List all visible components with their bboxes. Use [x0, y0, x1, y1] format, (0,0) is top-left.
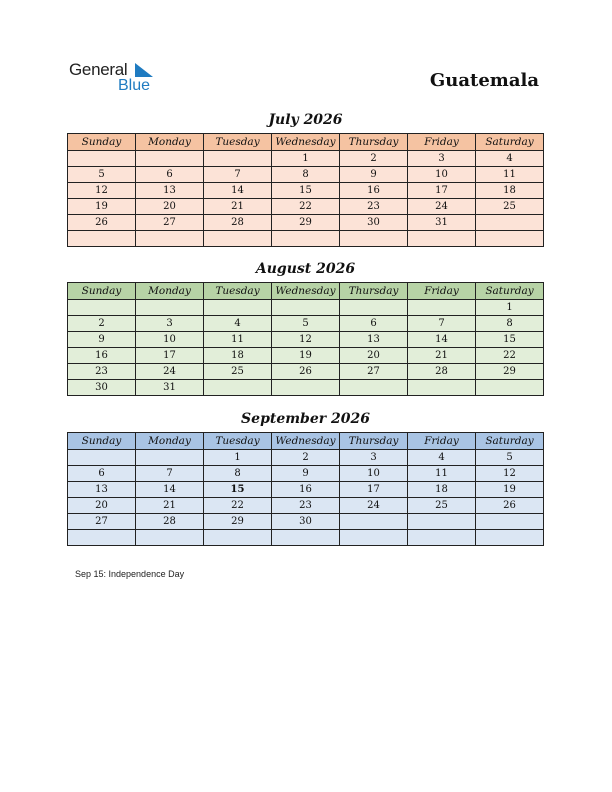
day-cell: 20	[68, 498, 136, 514]
day-cell: 8	[204, 466, 272, 482]
day-cell	[204, 231, 272, 247]
day-cell	[68, 231, 136, 247]
day-cell: 2	[340, 151, 408, 167]
week-row	[68, 215, 544, 231]
day-cell	[136, 231, 204, 247]
day-cell: 22	[272, 199, 340, 215]
weekday-header: Tuesday	[204, 134, 272, 151]
week-row	[68, 482, 544, 498]
day-cell: 28	[408, 364, 476, 380]
day-cell: 2	[272, 450, 340, 466]
day-cell: 18	[408, 482, 476, 498]
day-cell: 12	[476, 466, 544, 482]
day-cell	[272, 300, 340, 316]
weekday-header: Saturday	[476, 134, 544, 151]
week-row	[68, 151, 544, 167]
day-cell	[476, 231, 544, 247]
day-cell: 29	[204, 514, 272, 530]
day-cell: 22	[204, 498, 272, 514]
day-cell: 9	[272, 466, 340, 482]
weekday-header: Thursday	[340, 433, 408, 450]
day-cell	[136, 530, 204, 546]
week-row	[68, 231, 544, 247]
day-cell: 23	[272, 498, 340, 514]
day-cell: 17	[136, 348, 204, 364]
week-row	[68, 332, 544, 348]
day-cell: 26	[476, 498, 544, 514]
day-cell: 16	[272, 482, 340, 498]
day-cell: 29	[272, 215, 340, 231]
week-row	[68, 199, 544, 215]
day-cell: 13	[340, 332, 408, 348]
weekday-header: Saturday	[476, 283, 544, 300]
weekday-header: Friday	[408, 433, 476, 450]
day-cell	[476, 215, 544, 231]
day-cell: 23	[340, 199, 408, 215]
day-cell: 19	[68, 199, 136, 215]
day-cell	[68, 450, 136, 466]
day-cell	[136, 300, 204, 316]
day-cell: 14	[136, 482, 204, 498]
day-cell: 13	[68, 482, 136, 498]
day-cell: 5	[476, 450, 544, 466]
day-cell: 11	[476, 167, 544, 183]
weekday-header: Saturday	[476, 433, 544, 450]
logo-triangle-icon	[135, 63, 153, 77]
day-cell: 12	[68, 183, 136, 199]
day-cell: 4	[204, 316, 272, 332]
day-cell: 29	[476, 364, 544, 380]
weekday-header-row	[68, 433, 544, 450]
day-cell: 5	[272, 316, 340, 332]
day-cell	[408, 530, 476, 546]
day-cell: 14	[204, 183, 272, 199]
weekday-header: Monday	[136, 283, 204, 300]
day-cell: 1	[204, 450, 272, 466]
weekday-header: Wednesday	[272, 283, 340, 300]
day-cell: 23	[68, 364, 136, 380]
day-cell	[408, 514, 476, 530]
month-title: September 2026	[241, 411, 370, 427]
day-cell: 30	[340, 215, 408, 231]
weekday-header: Sunday	[68, 433, 136, 450]
day-cell: 19	[476, 482, 544, 498]
day-cell: 12	[272, 332, 340, 348]
day-cell: 20	[340, 348, 408, 364]
week-row	[68, 466, 544, 482]
logo-word-blue: Blue	[118, 77, 151, 94]
day-cell: 27	[68, 514, 136, 530]
day-cell: 9	[340, 167, 408, 183]
week-row	[68, 300, 544, 316]
day-cell: 21	[408, 348, 476, 364]
day-cell: 20	[136, 199, 204, 215]
day-cell: 30	[272, 514, 340, 530]
day-cell	[68, 300, 136, 316]
day-cell: 19	[272, 348, 340, 364]
day-cell: 6	[136, 167, 204, 183]
day-cell: 10	[340, 466, 408, 482]
day-cell	[204, 380, 272, 396]
day-cell: 27	[136, 215, 204, 231]
day-cell	[340, 380, 408, 396]
day-cell: 13	[136, 183, 204, 199]
month-title: August 2026	[255, 261, 356, 277]
day-cell: 6	[340, 316, 408, 332]
day-cell: 27	[340, 364, 408, 380]
day-cell: 28	[136, 514, 204, 530]
day-cell: 15	[272, 183, 340, 199]
day-cell: 25	[476, 199, 544, 215]
weekday-header: Tuesday	[204, 283, 272, 300]
day-cell: 1	[272, 151, 340, 167]
day-cell	[340, 530, 408, 546]
logo-word-general: General	[69, 60, 128, 79]
week-row	[68, 498, 544, 514]
day-cell: 6	[68, 466, 136, 482]
month-title: July 2026	[268, 112, 343, 128]
day-cell	[408, 231, 476, 247]
weekday-header: Monday	[136, 134, 204, 151]
week-row	[68, 167, 544, 183]
day-cell: 18	[476, 183, 544, 199]
day-cell	[204, 300, 272, 316]
day-cell: 11	[204, 332, 272, 348]
day-cell: 2	[68, 316, 136, 332]
day-cell	[272, 530, 340, 546]
day-cell: 5	[68, 167, 136, 183]
weekday-header: Wednesday	[272, 134, 340, 151]
day-cell: 8	[272, 167, 340, 183]
day-cell	[272, 231, 340, 247]
day-cell: 21	[136, 498, 204, 514]
day-cell: 17	[408, 183, 476, 199]
day-cell	[136, 450, 204, 466]
day-cell: 31	[408, 215, 476, 231]
day-cell: 30	[68, 380, 136, 396]
day-cell: 25	[408, 498, 476, 514]
day-cell	[272, 380, 340, 396]
day-cell: 9	[68, 332, 136, 348]
week-row	[68, 530, 544, 546]
day-cell: 16	[340, 183, 408, 199]
day-cell	[340, 514, 408, 530]
day-cell: 11	[408, 466, 476, 482]
day-cell: 31	[136, 380, 204, 396]
weekday-header-row	[68, 134, 544, 151]
day-cell: 16	[68, 348, 136, 364]
weekday-header-row	[68, 283, 544, 300]
day-cell	[340, 300, 408, 316]
weekday-header: Friday	[408, 134, 476, 151]
day-cell	[476, 380, 544, 396]
holiday-day-cell: 15	[204, 482, 272, 498]
day-cell	[204, 151, 272, 167]
day-cell	[68, 151, 136, 167]
holiday-note: Sep 15: Independence Day	[75, 569, 185, 579]
generalblue-logo	[69, 60, 159, 96]
day-cell	[408, 300, 476, 316]
day-cell: 24	[408, 199, 476, 215]
day-cell: 14	[408, 332, 476, 348]
day-cell: 10	[136, 332, 204, 348]
day-cell: 28	[204, 215, 272, 231]
day-cell: 4	[476, 151, 544, 167]
day-cell: 25	[204, 364, 272, 380]
week-row	[68, 364, 544, 380]
weekday-header: Sunday	[68, 134, 136, 151]
weekday-header: Monday	[136, 433, 204, 450]
weekday-header: Sunday	[68, 283, 136, 300]
week-row	[68, 450, 544, 466]
weekday-header: Thursday	[340, 283, 408, 300]
day-cell: 26	[272, 364, 340, 380]
day-cell	[408, 380, 476, 396]
day-cell: 7	[136, 466, 204, 482]
day-cell: 24	[136, 364, 204, 380]
day-cell: 15	[476, 332, 544, 348]
day-cell	[476, 530, 544, 546]
day-cell: 21	[204, 199, 272, 215]
day-cell	[476, 514, 544, 530]
day-cell: 24	[340, 498, 408, 514]
day-cell: 7	[408, 316, 476, 332]
weekday-header: Friday	[408, 283, 476, 300]
day-cell: 3	[340, 450, 408, 466]
day-cell: 26	[68, 215, 136, 231]
day-cell: 10	[408, 167, 476, 183]
day-cell: 3	[136, 316, 204, 332]
day-cell	[68, 530, 136, 546]
weekday-header: Thursday	[340, 134, 408, 151]
month-calendar-table	[67, 282, 544, 396]
week-row	[68, 514, 544, 530]
day-cell: 1	[476, 300, 544, 316]
day-cell	[136, 151, 204, 167]
day-cell	[340, 231, 408, 247]
month-calendar-table	[67, 432, 544, 546]
day-cell: 4	[408, 450, 476, 466]
country-title: Guatemala	[429, 70, 539, 91]
day-cell	[204, 530, 272, 546]
day-cell: 8	[476, 316, 544, 332]
week-row	[68, 380, 544, 396]
week-row	[68, 183, 544, 199]
month-calendar-table	[67, 133, 544, 247]
weekday-header: Tuesday	[204, 433, 272, 450]
day-cell: 17	[340, 482, 408, 498]
week-row	[68, 316, 544, 332]
week-row	[68, 348, 544, 364]
day-cell: 3	[408, 151, 476, 167]
day-cell: 18	[204, 348, 272, 364]
day-cell: 7	[204, 167, 272, 183]
day-cell: 22	[476, 348, 544, 364]
weekday-header: Wednesday	[272, 433, 340, 450]
